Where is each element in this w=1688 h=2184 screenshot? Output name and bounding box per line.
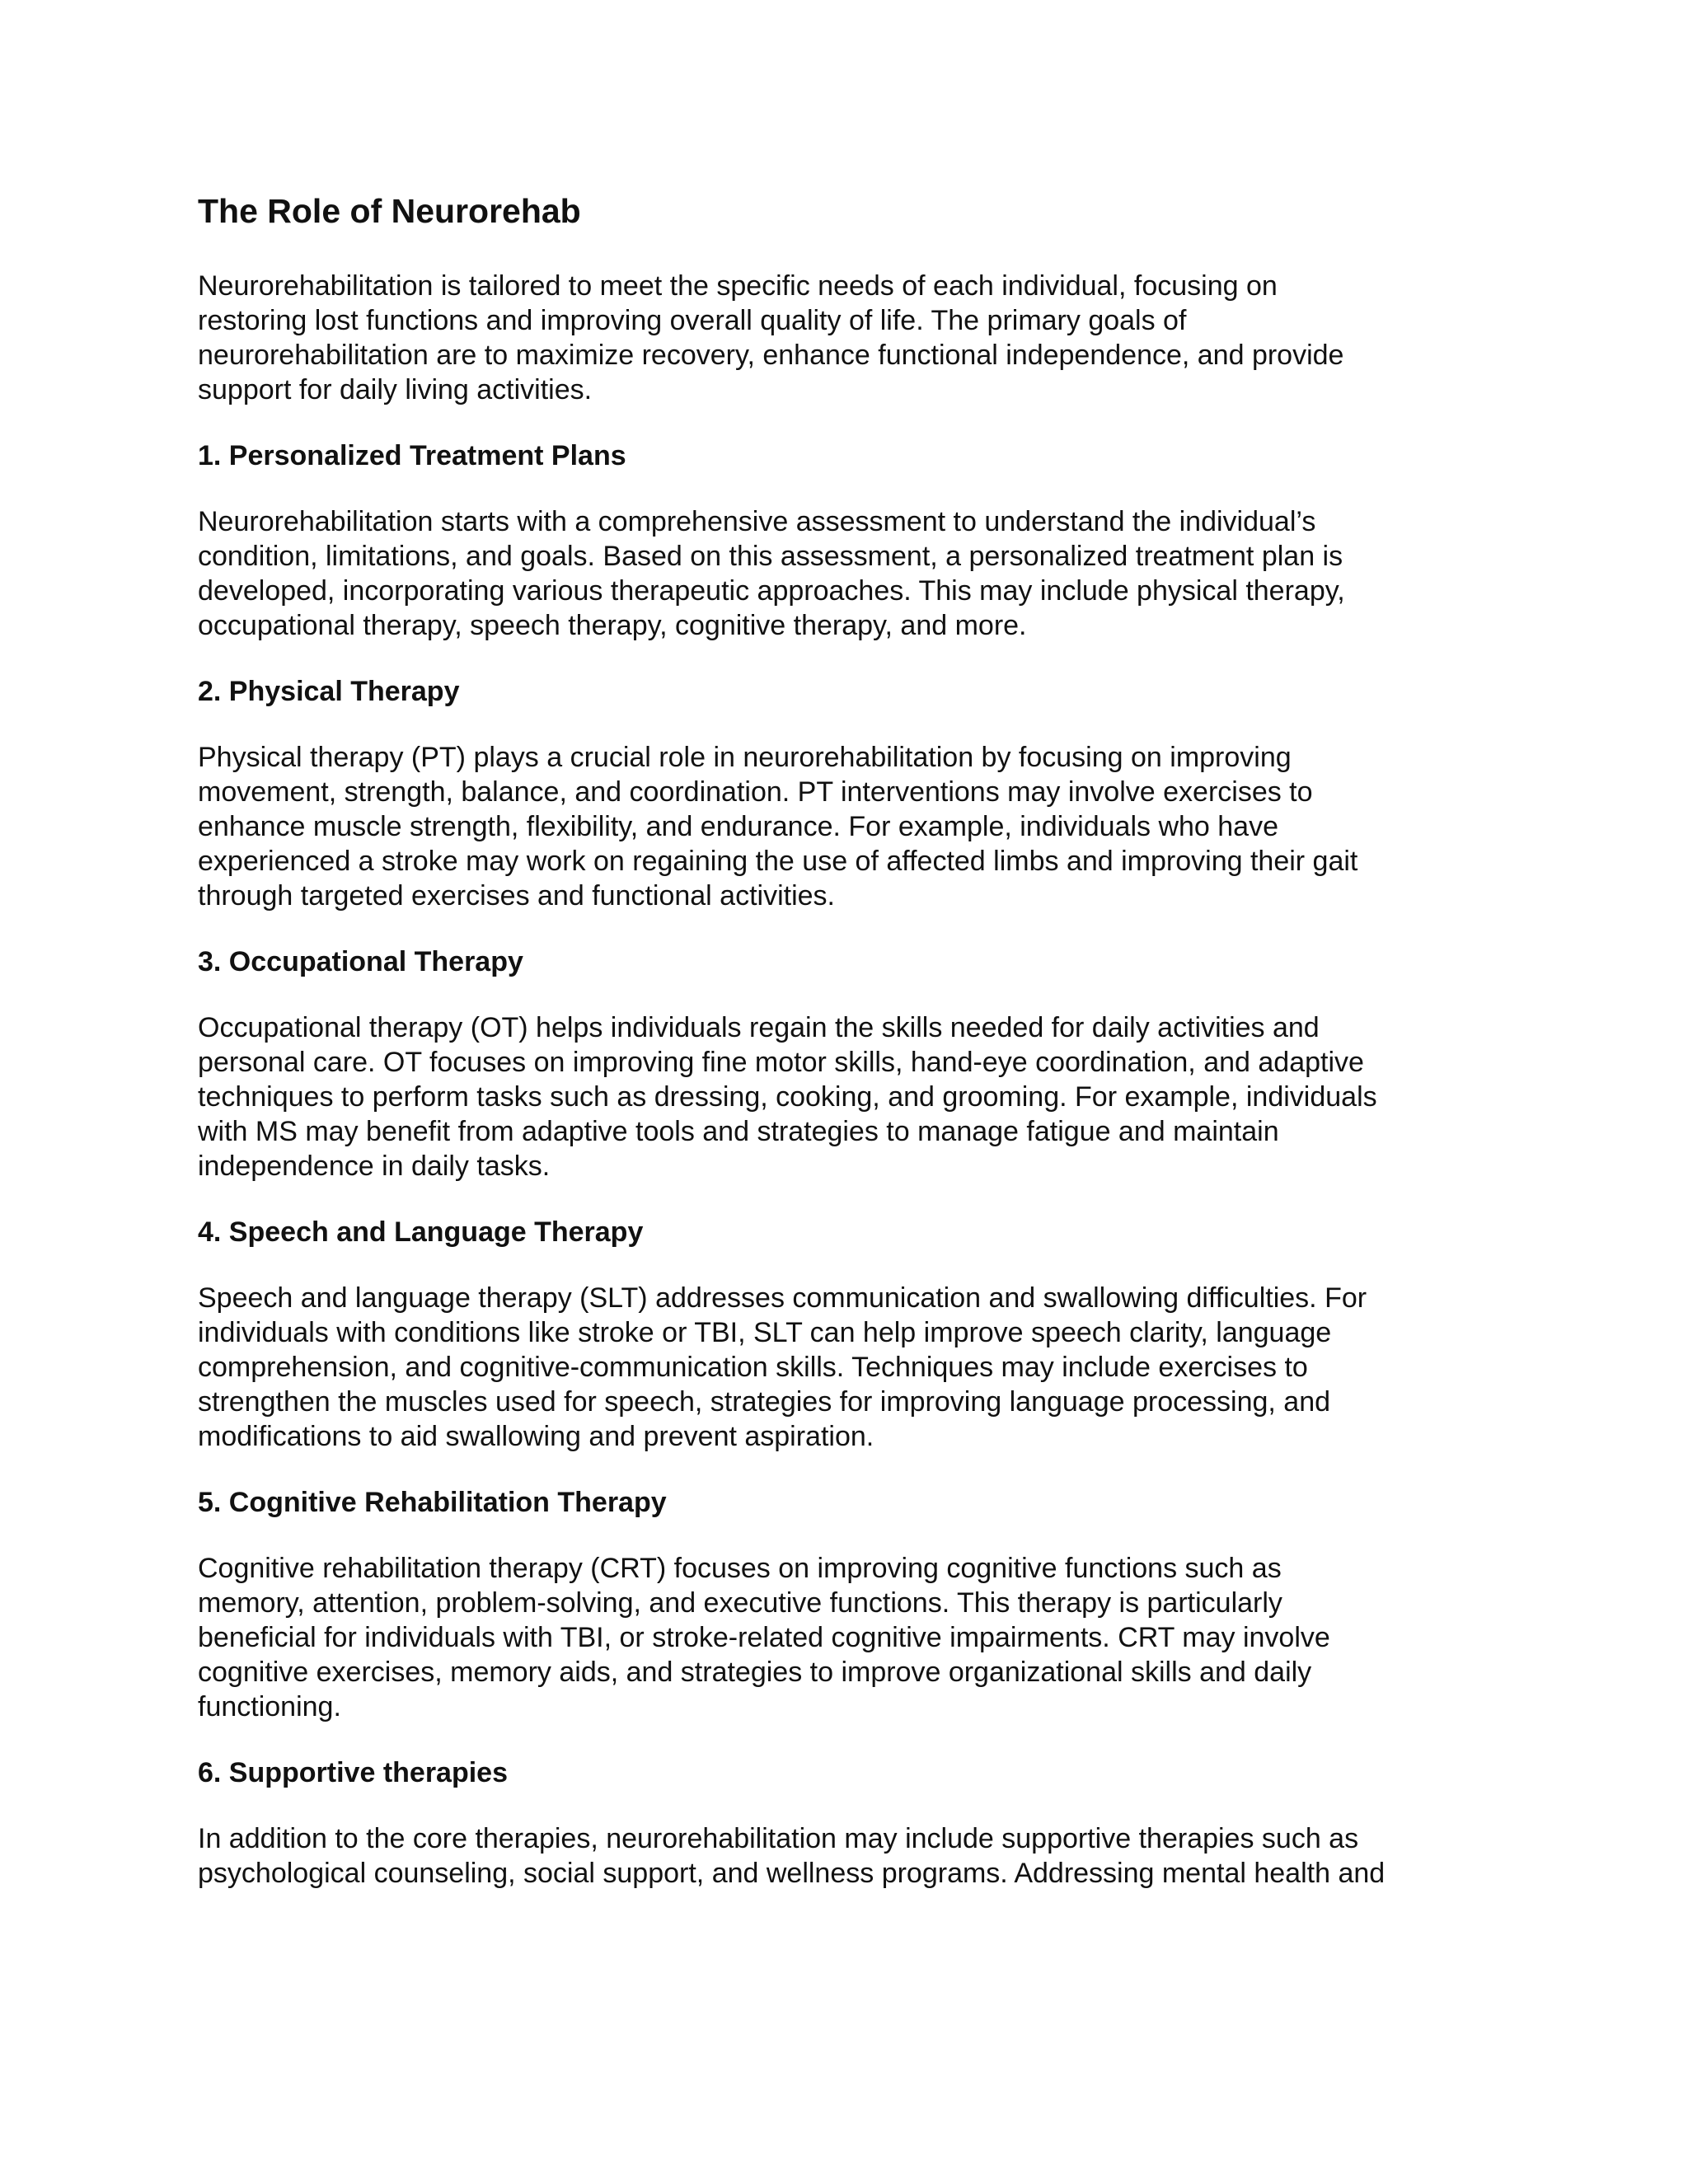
intro-line: support for daily living activities.	[198, 374, 593, 405]
paragraph-line: personal care. OT focuses on improving fine motor skills, hand-eye coordination, and adaptive	[198, 1047, 1364, 1078]
intro-line: restoring lost functions and improving overall quality of life. The primary goals of	[198, 305, 1187, 336]
paragraph-line: occupational therapy, speech therapy, cognitive therapy, and more.	[198, 610, 1027, 641]
section-paragraph-personalized-treatment-plans	[198, 504, 1500, 643]
section-heading-cognitive-rehabilitation-therapy: 5. Cognitive Rehabilitation Therapy	[198, 1487, 667, 1518]
section-heading-personalized-treatment-plans: 1. Personalized Treatment Plans	[198, 440, 626, 471]
paragraph-line: beneficial for individuals with TBI, or stroke-related cognitive impairments. CRT may involve	[198, 1622, 1330, 1653]
paragraph-line: developed, incorporating various therapeutic approaches. This may include physical therapy,	[198, 575, 1345, 607]
paragraph-line: independence in daily tasks.	[198, 1151, 551, 1182]
section-heading-physical-therapy: 2. Physical Therapy	[198, 676, 460, 707]
paragraph-line: through targeted exercises and functional activities.	[198, 880, 836, 912]
document-title: The Role of Neurorehab	[198, 192, 581, 230]
section-paragraph-supportive-therapies	[198, 1821, 1500, 1891]
paragraph-line: Physical therapy (PT) plays a crucial role in neurorehabilitation by focusing on improving	[198, 742, 1292, 773]
section-heading-supportive-therapies: 6. Supportive therapies	[198, 1757, 508, 1788]
paragraph-line: experienced a stroke may work on regaining the use of affected limbs and improving their gait	[198, 846, 1358, 877]
paragraph-line: condition, limitations, and goals. Based on this assessment, a personalized treatment plan is	[198, 541, 1343, 572]
paragraph-line: Neurorehabilitation starts with a comprehensive assessment to understand the individual’s	[198, 506, 1316, 537]
section-heading-speech-and-language-therapy: 4. Speech and Language Therapy	[198, 1216, 644, 1248]
paragraph-line: memory, attention, problem-solving, and executive functions. This therapy is particularly	[198, 1587, 1282, 1619]
paragraph-line: techniques to perform tasks such as dressing, cooking, and grooming. For example, individuals	[198, 1081, 1377, 1113]
section-paragraph-occupational-therapy	[198, 1010, 1500, 1183]
paragraph-line: cognitive exercises, memory aids, and strategies to improve organizational skills and daily	[198, 1657, 1312, 1688]
document-page	[198, 188, 1500, 1920]
intro-line: neurorehabilitation are to maximize recovery, enhance functional independence, and provide	[198, 340, 1344, 371]
section-heading-occupational-therapy: 3. Occupational Therapy	[198, 946, 523, 977]
section-paragraph-cognitive-rehabilitation-therapy	[198, 1551, 1500, 1724]
paragraph-line: psychological counseling, social support, and wellness programs. Addressing mental health and	[198, 1858, 1386, 1889]
paragraph-line: enhance muscle strength, flexibility, and endurance. For example, individuals who have	[198, 811, 1278, 842]
paragraph-line: strengthen the muscles used for speech, strategies for improving language processing, and	[198, 1386, 1331, 1418]
paragraph-line: Occupational therapy (OT) helps individuals regain the skills needed for daily activities and	[198, 1012, 1320, 1043]
section-paragraph-speech-and-language-therapy	[198, 1281, 1500, 1454]
paragraph-line: Cognitive rehabilitation therapy (CRT) focuses on improving cognitive functions such as	[198, 1553, 1282, 1584]
section-paragraph-physical-therapy	[198, 740, 1500, 913]
paragraph-line: Speech and language therapy (SLT) addresses communication and swallowing difficulties. For	[198, 1282, 1367, 1314]
paragraph-line: movement, strength, balance, and coordination. PT interventions may involve exercises to	[198, 776, 1313, 808]
paragraph-line: with MS may benefit from adaptive tools and strategies to manage fatigue and maintain	[198, 1116, 1279, 1147]
intro-line: Neurorehabilitation is tailored to meet the specific needs of each individual, focusing on	[198, 270, 1278, 302]
paragraph-line: individuals with conditions like stroke or TBI, SLT can help improve speech clarity, language	[198, 1317, 1332, 1348]
paragraph-line: modifications to aid swallowing and prevent aspiration.	[198, 1421, 874, 1452]
intro-paragraph	[198, 269, 1500, 407]
paragraph-line: functioning.	[198, 1691, 341, 1722]
paragraph-line: In addition to the core therapies, neurorehabilitation may include supportive therapies such as	[198, 1823, 1359, 1854]
paragraph-line: comprehension, and cognitive-communication skills. Techniques may include exercises to	[198, 1352, 1308, 1383]
